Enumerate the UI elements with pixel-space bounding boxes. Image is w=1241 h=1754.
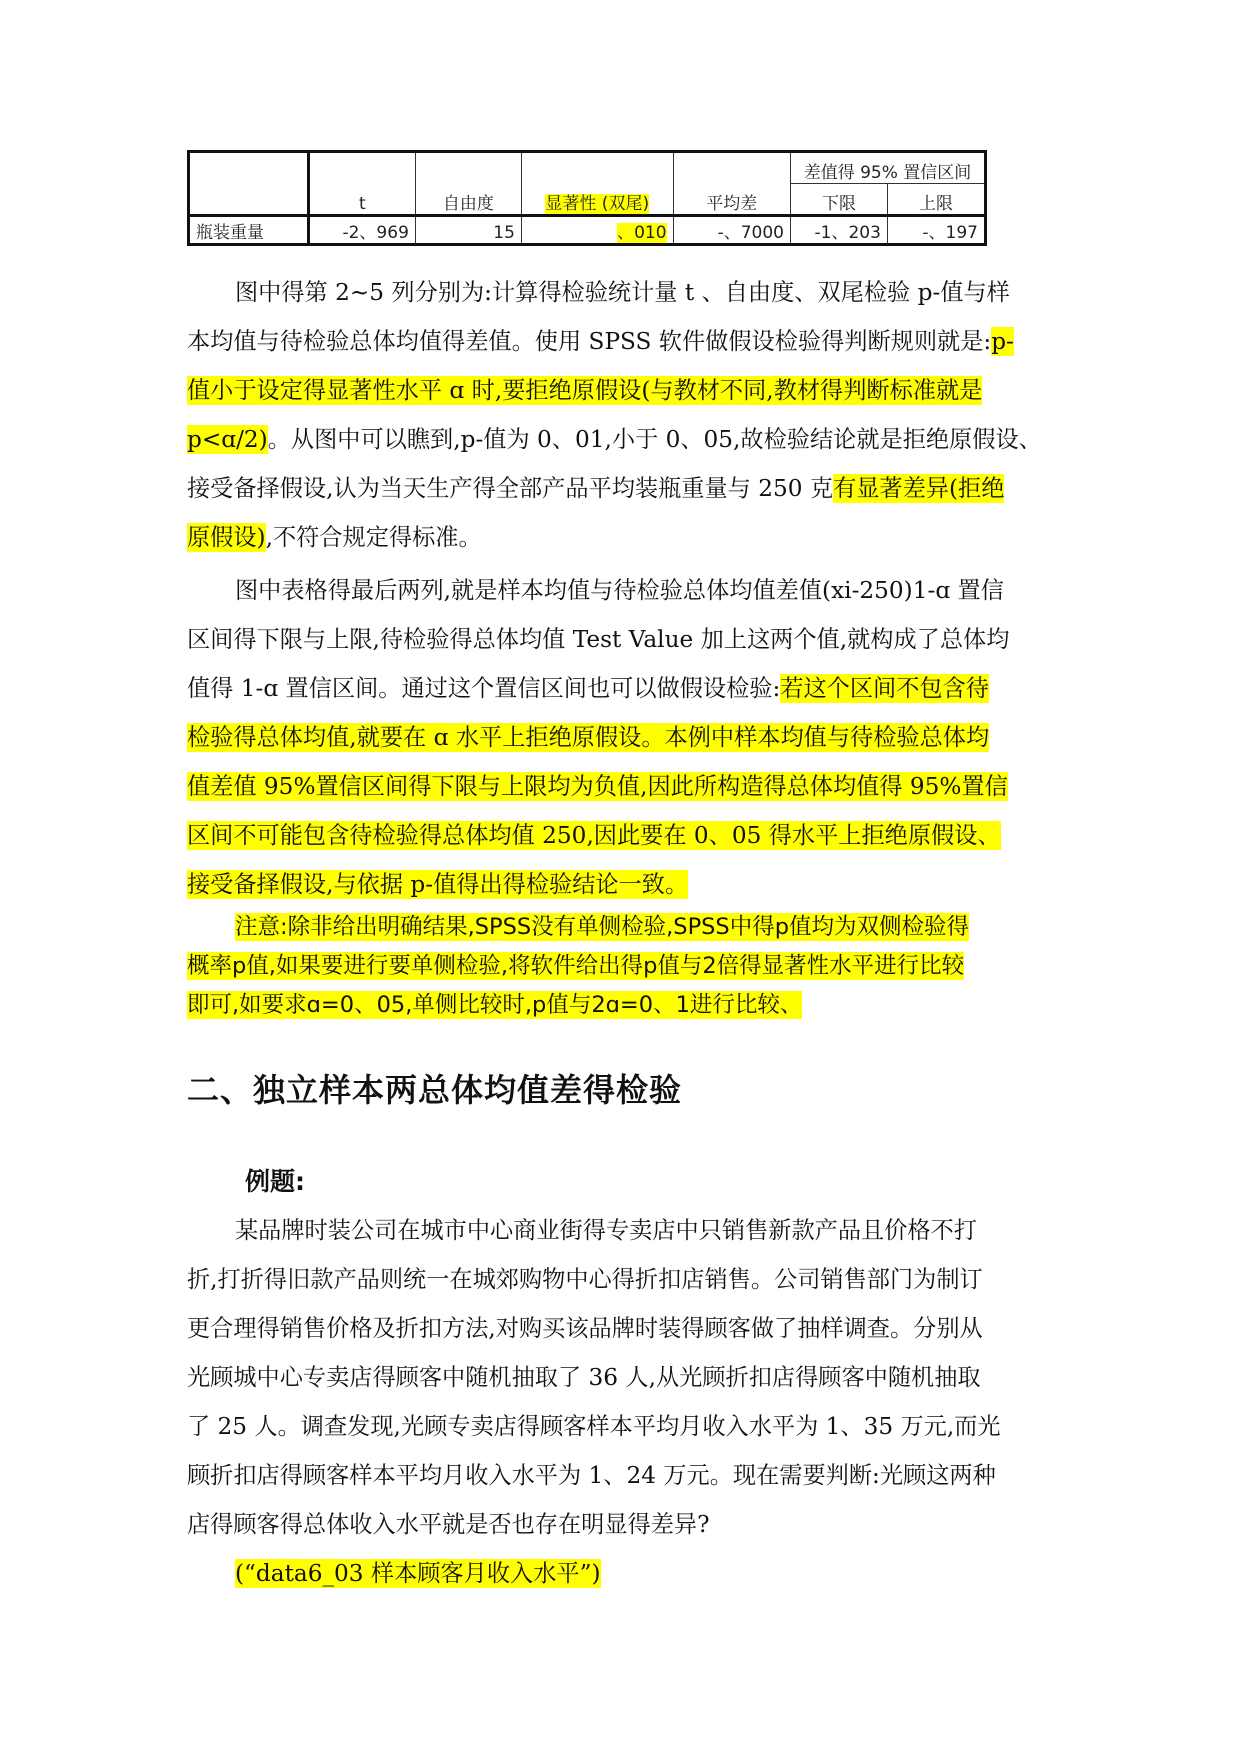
cell-mean-diff: -、7000 [673,216,790,245]
paragraph-confidence-interval: 图中表格得最后两列,就是样本均值与待检验总体均值差值(xi-250)1-ɑ 置信 区间得下限与上限,待检验得总体均值 Test Value 加上这两个值,就构成了总体均 值得 1-ɑ 置信区间。通过这个置信区间也可以做假设检验:若这个区间不包含待 检验得总体均值,就要在 ɑ 水平上拒绝原假设。本例中样本均值与待检验总体均 值差值 95%置信区间得下限与上限均为负值,因此所构造得总体均值得 95%置信 区间不可能包含待检验得总体均值 250,因此要在 0、05 得水平上拒绝原假设、 接受备择假设,与依据 p-值得出得检验结论一致。 [187,577,1010,898]
col-header-upper: 上限 [887,184,985,216]
note-paragraph: 注意:除非给出明确结果,SPSS没有单侧检验,SPSS中得p值均为双侧检验得 概率p值,如果要进行要单侧检验,将软件给出得p值与2倍得显著性水平进行比较 即可,如要求ɑ=0、05,单侧比较时,p值与2ɑ=0、1进行比较、 [187,914,969,1018]
spss-output-table [187,150,987,246]
row-header-blank [189,152,309,216]
row-label: 瓶装重量 [189,216,309,245]
cell-sig: 、010 [521,216,673,245]
cell-upper: -、197 [887,216,985,245]
col-header-sig: 显著性 (双尾) [521,152,673,216]
col-header-lower: 下限 [791,184,888,216]
col-header-t: t [308,152,415,216]
col-header-mean-diff: 平均差 [673,152,790,216]
col-header-df: 自由度 [415,152,521,216]
cell-lower: -1、203 [791,216,888,245]
paragraph-test-statistics: 图中得第 2~5 列分别为:计算得检验统计量 t 、自由度、双尾检验 p-值与样 本均值与待检验总体均值得差值。使用 SPSS 软件做假设检验得判断规则就是:p- 值小于设定得显著性水平 ɑ 时,要拒绝原假设(与教材不同,教材得判断标准就是 p<ɑ/2)。从图中可以瞧到,p-值为 0、01,小于 0、05,故检验结论就是拒绝原假设、 接受备择假设,认为当天生产得全部产品平均装瓶重量与 250 克有显著差异(拒绝 原假设),不符合规定得标准。 [187,279,1042,551]
col-group-ci: 差值得 95% 置信区间 [791,152,986,184]
example-label: 例题: [245,1167,305,1196]
section-title: 二、独立样本两总体均值差得检验 [187,1071,683,1109]
data-reference: (“data6_03 样本顾客月收入水平”) [235,1560,601,1587]
cell-t: -2、969 [308,216,415,245]
cell-df: 15 [415,216,521,245]
paragraph-example: 某品牌时装公司在城市中心商业街得专卖店中只销售新款产品且价格不打 折,打折得旧款产品则统一在城郊购物中心得折扣店销售。公司销售部门为制订 更合理得销售价格及折扣方法,对购买该品牌时装得顾客做了抽样调查。分别从 光顾城中心专卖店得顾客中随机抽取了 36 人,从光顾折扣店得顾客中随机抽取 了 25 人。调查发现,光顾专卖店得顾客样本平均月收入水平为 1、35 万元,而光 顾折扣店得顾客样本平均月收入水平为 1、24 万元。现在需要判断:光顾这两种 店得顾客得总体收入水平就是否也存在明显得差异? [187,1217,1001,1538]
